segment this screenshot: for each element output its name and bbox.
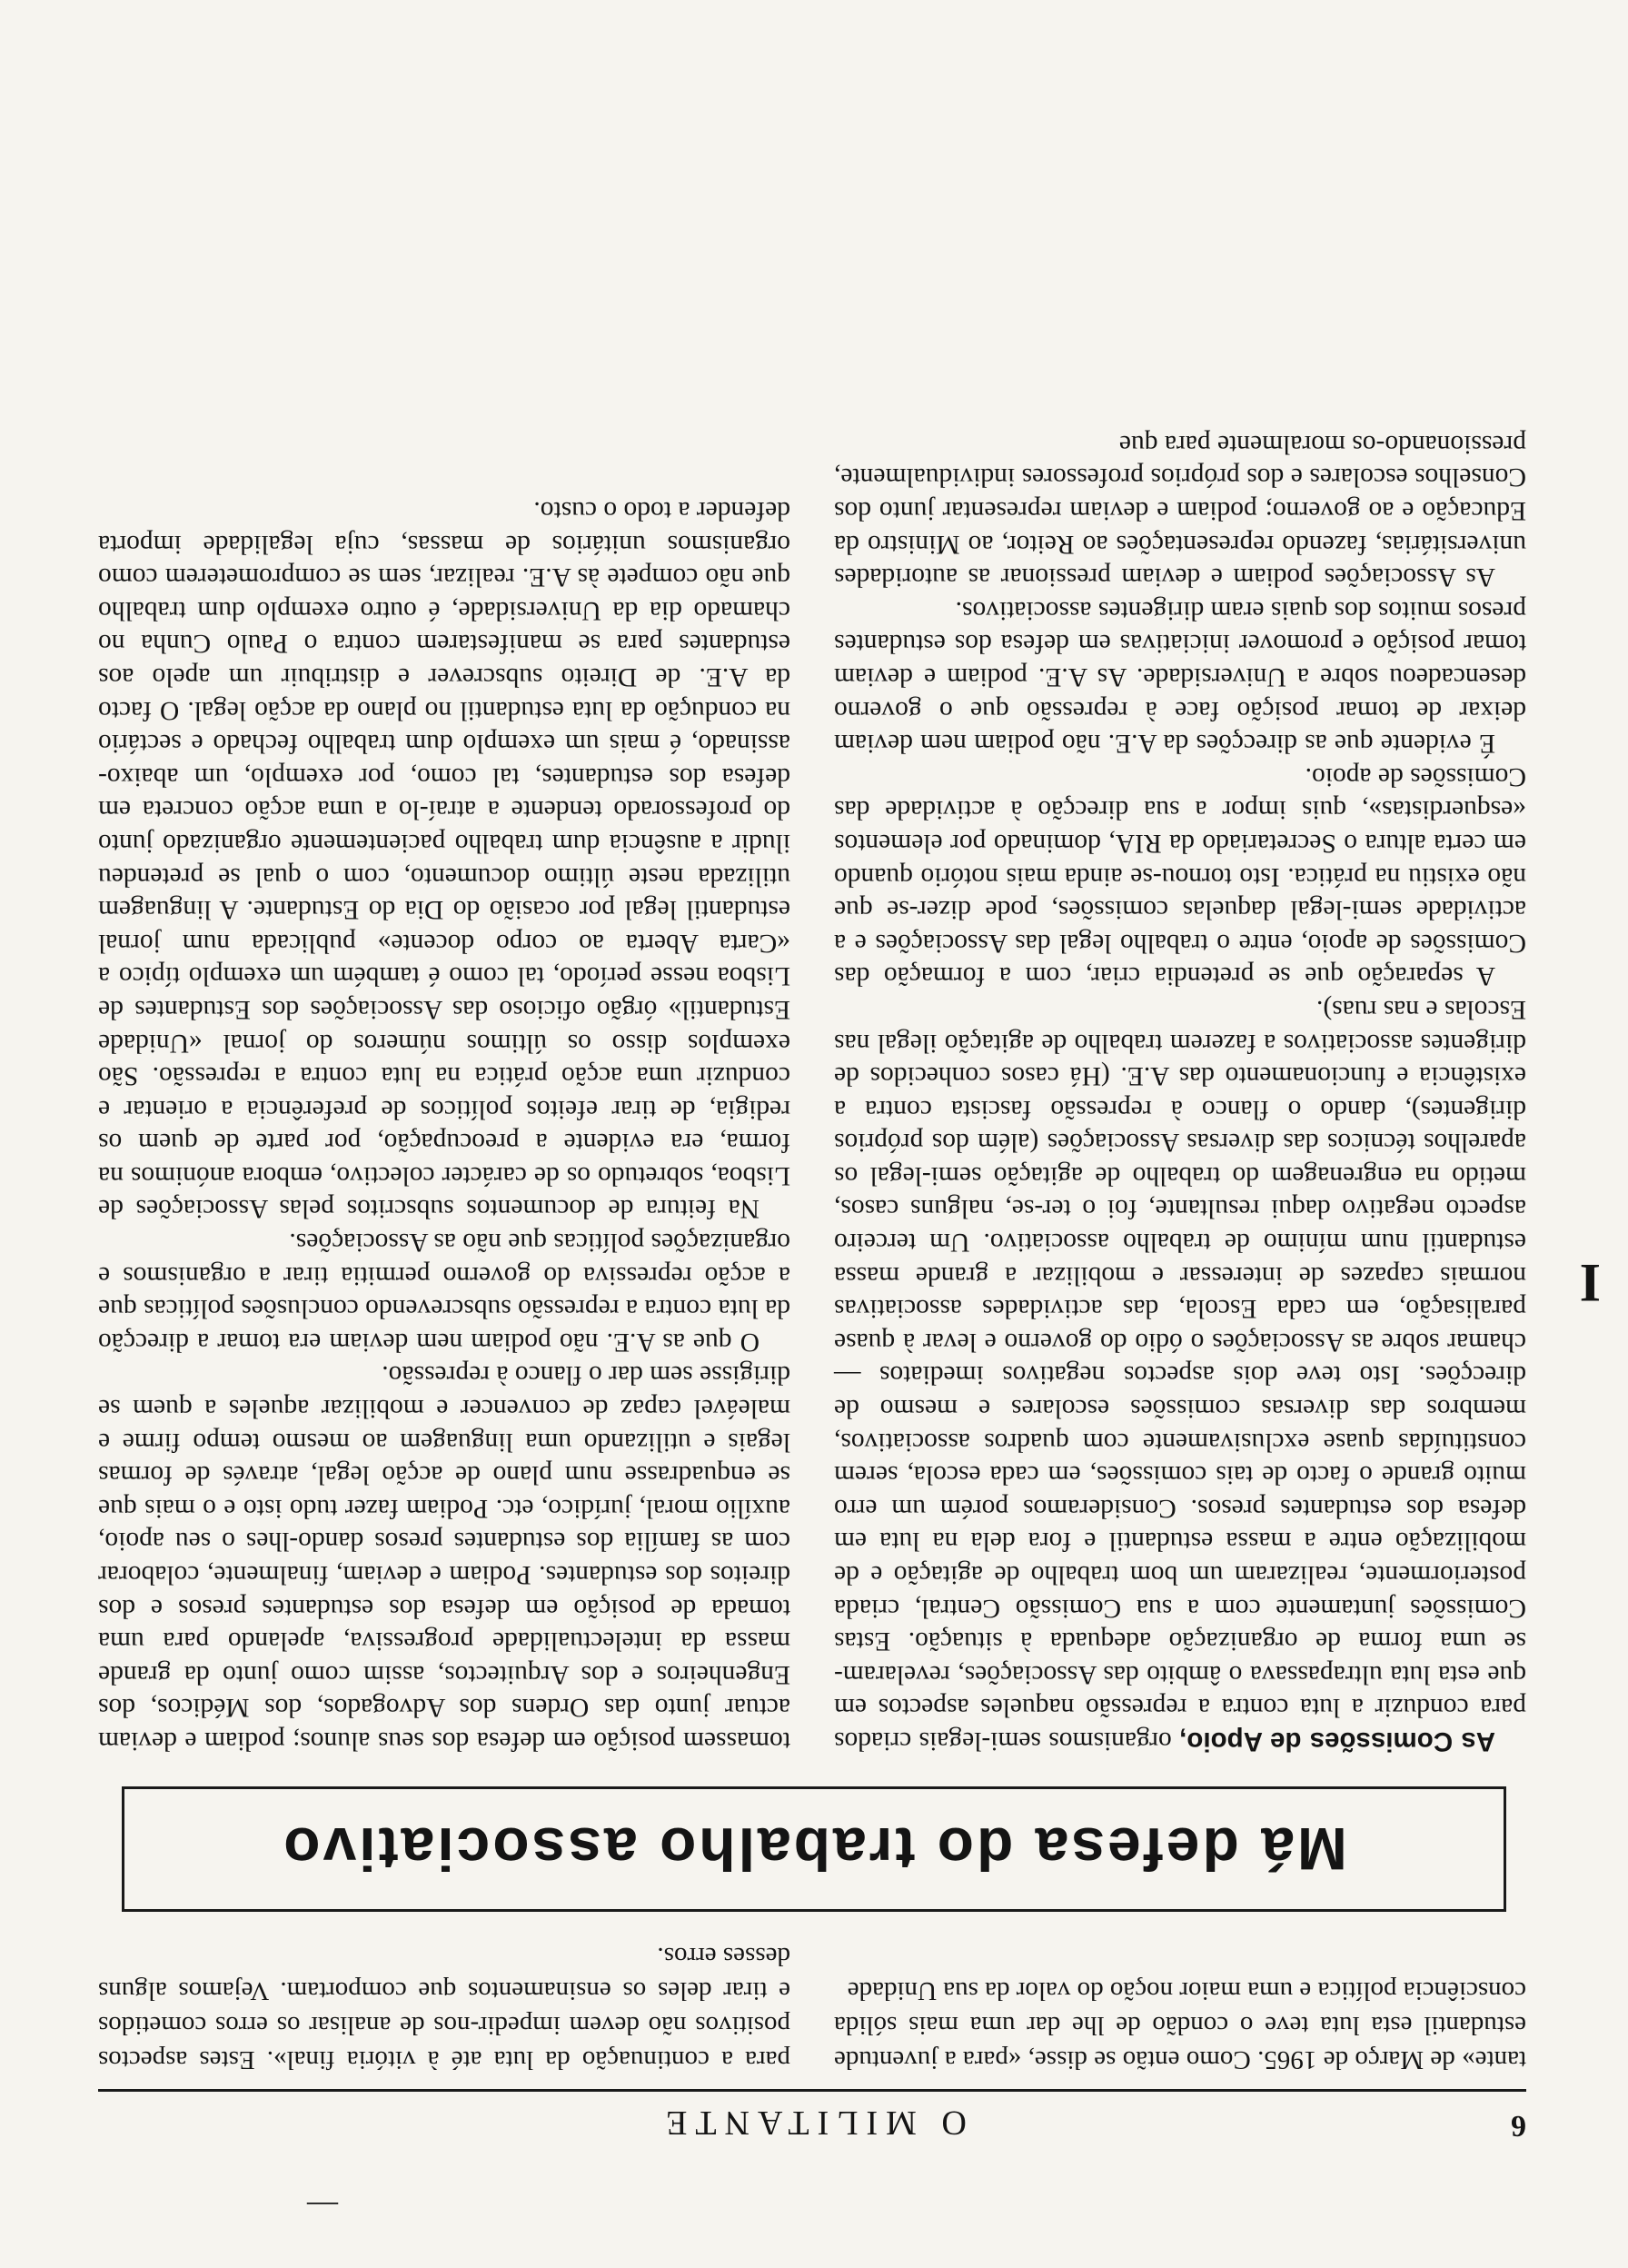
section-lead: As Comissões de Apoio, [1179,1726,1495,1756]
paragraph [834,992,1526,1757]
paragraph: O que as A.E. não podiam nem deviam era tomar a direcção da luta contra a repressão subscrevendo conclusões políticas que a acção repressiva do governo permitia tirar a organismos e organizações políticas que não as Associações. [98,1228,790,1357]
paragraph: As Associações podiam e deviam pressionar as autoridades universitárias, fazendo representações ao Reitor, ao Ministro da Educação e ao governo; podiam e deviam representar junto dos Conselhos escolares e dos próprios professores individualmente, pressionando-os moralmente para que [834,429,1526,592]
margin-mark: I [1579,1253,1601,1313]
paragraph: É evidente que as direcções da A.E. não podiam nem deviam deixar de tomar posição face à repressão que o governo desencadeou sobre a Universidade. As A.E. podiam e deviam tomar posição e promover iniciativas em defesa dos estudantes presos muitos dos quais eram dirigentes associativos. [834,595,1526,759]
paragraph: Na feitura de documentos subscritos pelas Associações de Lisboa, sobretudo os de carácter colectivo, embora anónimos na forma, era evidente a preocupação, por parte de quem os redigia, de tirar efeitos políticos de preferência a orientar e conduzir uma acção prática na luta contra a repressão. São exemplos disso os últimos números do jornal «Unidade Estudantil» órgão oficioso das Associações dos Estudantes de Lisboa nesse período, tal como é também um exemplo típico a «Carta Aberta ao corpo docente» publicada num jornal estudantil legal por ocasião do Dia do Estudante. A linguagem utilizada neste último documento, com o qual se pretendeu iludir a ausência dum trabalho pacientemente organizado junto do professorado tendente a atraí-lo a uma acção concreta em defesa dos estudantes, tal como, por exemplo, um abaixo-assinado, é mais um exemplo dum trabalho fechado e sectário na condução da luta estudantil no plano da acção legal. O facto da A.E. de Direito subscrever e distribuir um apelo aos estudantes para se manifestarem contra o Paulo Cunha no chamado dia da Universidade, é outro exemplo dum trabalho que não compete às A.E. realizar, sem se comprometerem como organismos unitários de massas, cuja legalidade importa defender a todo o custo. [98,496,790,1224]
page-header [98,2089,1526,2148]
paragraph: A separação que se pretendia criar, com a formação das Comissões de apoio, entre o trabalho legal das Associações e a actividade semi-legal daquelas comissões, pode dizer-se que não existiu na prática. Isto tornou-se ainda mais notório quando em certa altura o Secretariado da RIA, dominado por elementos «esquerdistas», quis impor a sua direcção à actividade das Comissões de apoio. [834,761,1526,991]
publication-name: O MILITANTE [658,2104,967,2142]
intro-text [98,1941,1526,2077]
left-column [834,85,1526,1757]
article-title-box [122,1786,1506,1912]
right-column [98,85,790,1757]
scratch-mark: — [307,2189,338,2223]
intro-left-paragraph: tante» de Março de 1965. Como então se disse, «para a juventude estudantil esta luta teve o condão de lhe dar uma mais sólida consciência política e uma maior noção do valor da sua Unidade [834,1976,1526,2074]
paragraph: tomassem posição em defesa dos seus alunos; podiam e deviam actuar junto das Ordens dos Advogados, dos Médicos, dos Engenheiros e dos Arquitectos, assim como junto da grande massa da intelectualidade progressiva, apelando para uma tomada de posição em defesa dos estudantes presos e dos direitos dos estudantes. Podiam e deviam, finalmente, colaborar com as família dos estudantes presos dando-lhes o seu apoio, auxílio moral, jurídico, etc. Podiam fazer tudo isto e o mais que se enquadrasse num plano de acção legal, através de formas legais e utilizando uma linguagem ao mesmo tempo firme e maleável capaz de convencer e mobilizar aqueles a quem se dirigisse sem dar o flanco à repressão. [98,1360,790,1756]
intro-right-paragraph: para a continuação da luta até à vitória final». Estes aspectos positivos não devem impedir-nos de analisar os erros cometidos e tirar deles os ensinamentos que comportam. Vejamos alguns desses erros. [98,1942,790,2074]
article-body [98,85,1526,1757]
article-title: Má defesa do trabalho associativo [281,1815,1347,1883]
page-number: 6 [1511,2109,1526,2143]
paragraph-text: organismos semi-legais criados para conduzir a luta contra a repressão naqueles aspectos em que esta luta ultrapassava o âmbito das Associações, revelaram-se uma forma de organização adequada à situação. Estas Comissões juntamente com a sua Comissão Central, criada posteriormente, realizaram um bom trabalho de agitação e de mobilização entre a massa estudantil e fora dela na luta em defesa dos estudantes presos. Consideramos porém um erro muito grande o facto de tais comissões, em cada escola, serem constituídas quase exclusivamente com quadros associativos, membros das diversas comissões escolares e mesmo de direcções. Isto teve dois aspectos negativos imediatos — chamar sobre as Associações o ódio do governo e levar à quase paralisação, em cada Escola, das actividades associativas normais capazes de interessar e mobilizar a grande massa estudantil num mínimo de trabalho associativo. Um terceiro aspecto negativo daqui resultante, foi o ter-se, nalguns casos, metido na engrenagem do trabalho de agitação semi-legal os aparelhos técnicos das diversas Associações (além dos próprios dirigentes), dando o flanco à repressão fascista contra a existência e funcionamento das A.E. (Há casos conhecidos de dirigentes associativos a fazerem trabalho de agitação ilegal nas Escolas e nas ruas). [834,994,1526,1756]
